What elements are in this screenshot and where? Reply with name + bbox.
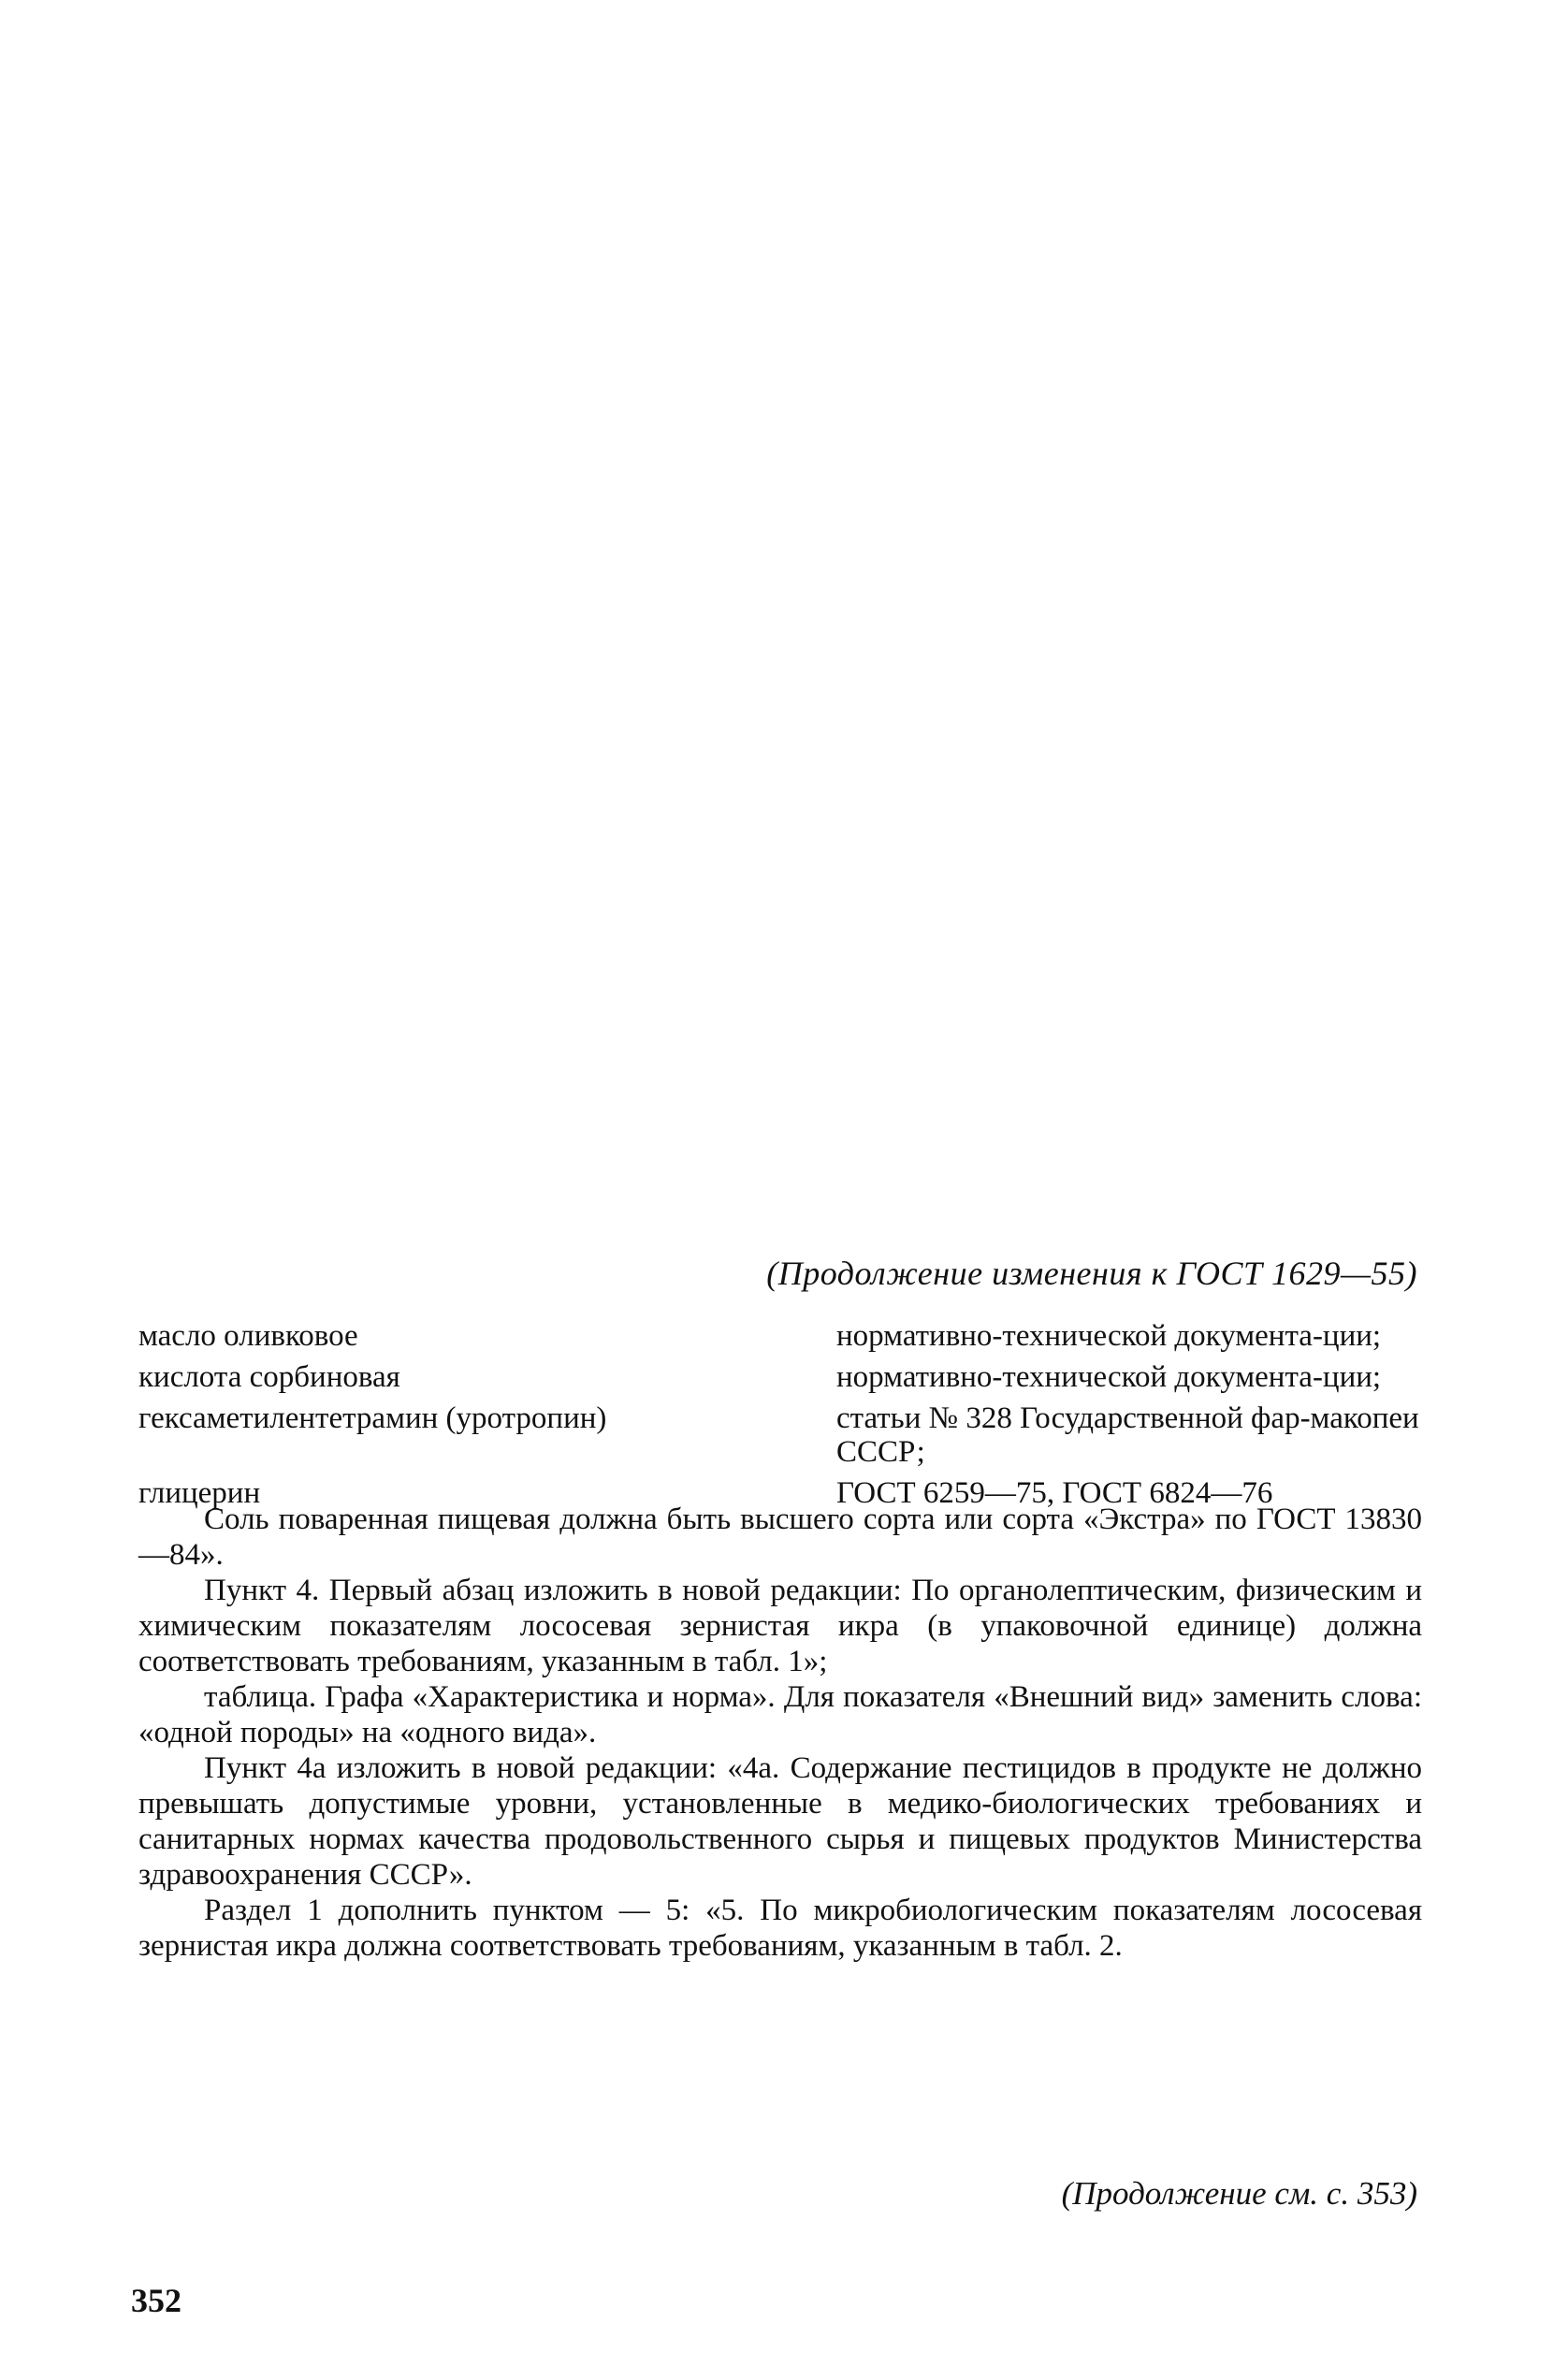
ingredient-name: глицерин [138,1476,261,1510]
paragraph-section-1: Раздел 1 дополнить пунктом — 5: «5. По микробиологическим показателям лососевая зернистая икра должна соответствовать требованиям, указанным в табл. 2. [138,1894,1422,1963]
paragraph-table: таблица. Графа «Характеристика и норма». Для показателя «Внешний вид» заменить слова: «одной породы» на «одного вида». [138,1680,1422,1749]
paragraph-point-4: Пункт 4. Первый абзац изложить в новой редакции: По органолептическим, физическим и химическим показателям лососевая зернистая икра (в упаковочной единице) должна соответствовать требованиям, указанным в табл. 1»; [138,1574,1422,1678]
ingredient-name: кислота сорбиновая [138,1360,400,1394]
continuation-footer: (Продолжение см. с. 353) [1061,2175,1417,2212]
paragraph-salt: Соль поваренная пищевая должна быть высшего сорта или сорта «Экстра» по ГОСТ 13830—84». [138,1502,1422,1572]
ingredient-name: масло оливковое [138,1319,358,1353]
page-number: 352 [131,2282,181,2319]
list-item [138,1319,1430,1353]
paragraph-point-4a: Пункт 4а изложить в новой редакции: «4а. Содержание пестицидов в продукте не должно превышать допустимые уровни, установленные в медико-биологических требованиях и санитарных нормах качества продовольственного сырья и пищевых продуктов Министерства здравоохранения СССР». [138,1751,1422,1892]
continuation-header: (Продолжение изменения к ГОСТ 1629—55) [766,1255,1417,1292]
ingredient-name: гексаметилентетрамин (уротропин) [138,1401,607,1435]
ingredient-reference: нормативно-технической документа-ции; [836,1360,1382,1394]
list-item [138,1401,1430,1469]
body-text [138,1502,1422,1964]
ingredient-list [138,1319,1430,1517]
ingredient-reference: статьи № 328 Государственной фар-макопеи СССР; [836,1401,1419,1469]
ingredient-reference: ГОСТ 6259—75, ГОСТ 6824—76 [836,1476,1273,1510]
list-item [138,1360,1430,1394]
ingredient-reference: нормативно-технической документа-ции; [836,1319,1382,1353]
